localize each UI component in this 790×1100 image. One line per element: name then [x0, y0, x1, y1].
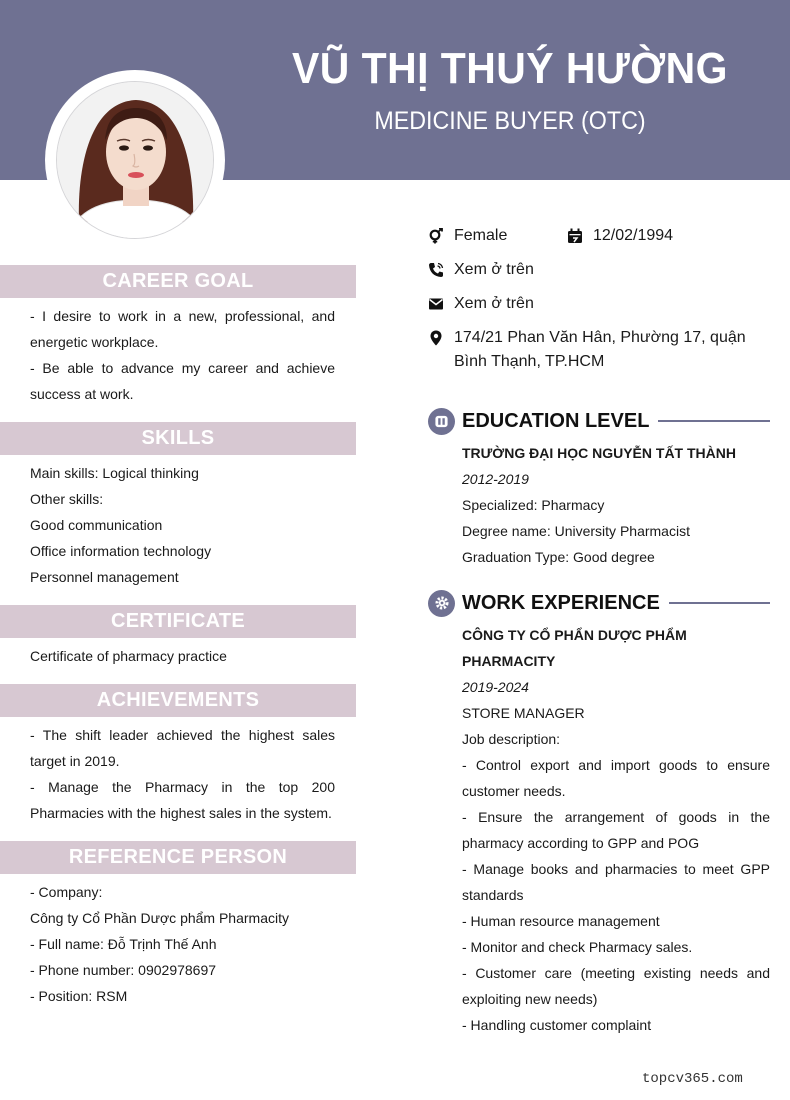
reference-item: - Company: — [30, 884, 103, 900]
candidate-name: VŨ THỊ THUÝ HƯỜNG — [292, 44, 728, 93]
career-goal-item: - I desire to work in a new, professional, and energetic workplace. — [30, 308, 335, 350]
avatar — [45, 70, 225, 250]
envelope-icon — [428, 292, 454, 316]
section-title: CAREER GOAL — [0, 265, 356, 298]
skills-section — [0, 422, 356, 605]
duty-item: - Monitor and check Pharmacy sales. — [462, 939, 693, 955]
section-title: WORK EXPERIENCE — [462, 591, 660, 614]
section-title: EDUCATION LEVEL — [462, 409, 650, 432]
email-value: Xem ở trên — [454, 295, 534, 312]
duty-item: - Control export and import goods to ensure customer needs. — [462, 757, 770, 799]
education-icon — [428, 408, 455, 435]
career-goal-section — [0, 265, 356, 422]
duty-item: - Manage books and pharmacies to meet GPP standards — [462, 861, 770, 903]
skill-item: Main skills: Logical thinking — [30, 465, 199, 481]
gender-value: Female — [454, 227, 508, 244]
watermark: topcv365.com — [642, 1071, 743, 1087]
experience-period: 2019-2024 — [462, 679, 529, 695]
job-description-label: Job description: — [462, 731, 561, 747]
section-title: REFERENCE PERSON — [0, 841, 356, 874]
left-column — [0, 265, 356, 1009]
section-title: CERTIFICATE — [0, 605, 356, 638]
skill-item: Office information technology — [30, 543, 212, 559]
gender-icon — [428, 224, 454, 248]
education-detail: Specialized: Pharmacy — [462, 497, 605, 513]
education-detail: Graduation Type: Good degree — [462, 549, 655, 565]
reference-item: - Position: RSM — [30, 988, 128, 1004]
duty-item: - Ensure the arrangement of goods in the pharmacy according to GPP and POG — [462, 809, 770, 851]
contact-info — [428, 224, 773, 384]
duty-item: - Human resource management — [462, 913, 660, 929]
duty-item: - Customer care (meeting existing needs and exploiting new needs) — [462, 965, 770, 1007]
reference-item: - Phone number: 0902978697 — [30, 962, 217, 978]
section-divider — [669, 602, 770, 604]
reference-item: - Full name: Đỗ Trịnh Thế Anh — [30, 936, 217, 952]
map-pin-icon — [428, 326, 454, 350]
phone-icon — [428, 258, 454, 282]
skill-item: Other skills: — [30, 491, 104, 507]
certificate-section — [0, 605, 356, 684]
person-portrait-icon — [57, 82, 214, 239]
reference-item: Công ty Cổ Phần Dược phẩm Pharmacity — [30, 910, 289, 926]
duty-item: - Handling customer complaint — [462, 1017, 652, 1033]
achievement-item: - Manage the Pharmacy in the top 200 Pharmacies with the highest sales in the system. — [30, 779, 335, 821]
gear-icon — [428, 590, 455, 617]
achievements-section — [0, 684, 356, 841]
experience-section — [428, 588, 770, 1038]
birthday-value: 12/02/1994 — [593, 227, 674, 244]
achievement-item: - The shift leader achieved the highest sales target in 2019. — [30, 727, 335, 769]
certificate-item: Certificate of pharmacy practice — [30, 648, 227, 664]
phone-value: Xem ở trên — [454, 261, 534, 278]
job-title: MEDICINE BUYER (OTC) — [374, 107, 646, 135]
education-section — [428, 406, 770, 570]
company-name: CÔNG TY CỔ PHẨN DƯỢC PHẨM PHARMACITY — [462, 627, 687, 669]
calendar-icon — [567, 224, 593, 248]
education-period: 2012-2019 — [462, 471, 529, 487]
profile-photo — [56, 81, 214, 239]
section-divider — [658, 420, 770, 422]
section-title: ACHIEVEMENTS — [0, 684, 356, 717]
skill-item: Good communication — [30, 517, 163, 533]
position: STORE MANAGER — [462, 705, 585, 721]
education-detail: Degree name: University Pharmacist — [462, 523, 690, 539]
skill-item: Personnel management — [30, 569, 179, 585]
address-value: 174/21 Phan Văn Hân, Phường 17, quận Bình Thạnh, TP.HCM — [454, 329, 746, 370]
school-name: TRƯỜNG ĐẠI HỌC NGUYỄN TẤT THÀNH — [462, 445, 736, 461]
reference-section — [0, 841, 356, 1009]
section-title: SKILLS — [0, 422, 356, 455]
career-goal-item: - Be able to advance my career and achieve success at work. — [30, 360, 335, 402]
